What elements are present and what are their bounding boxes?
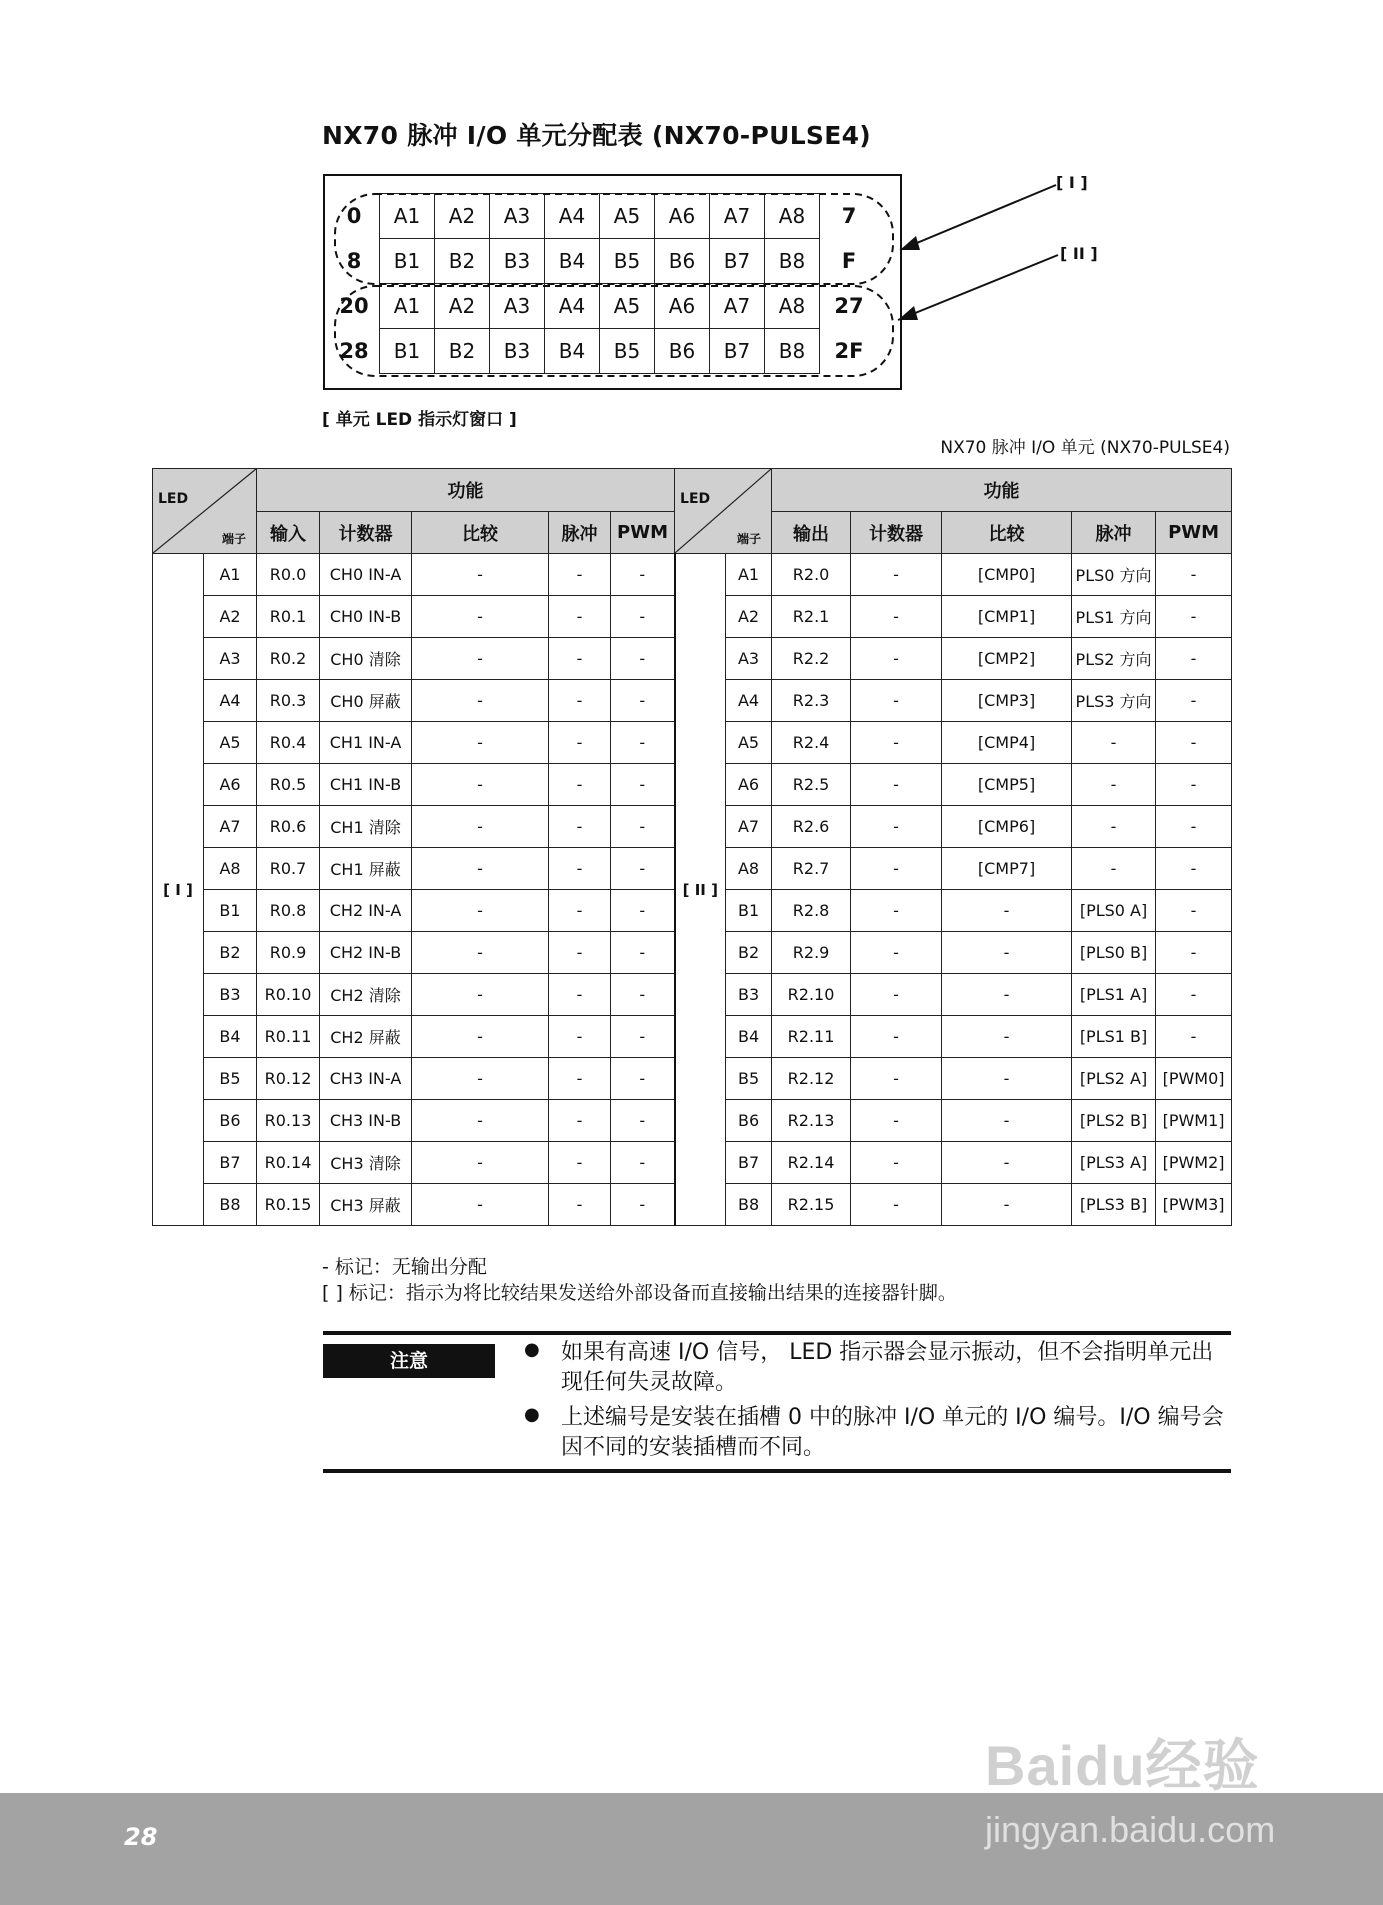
led-row-start-address: 20 bbox=[339, 294, 369, 318]
input-cell: R0.4 bbox=[257, 722, 320, 764]
counter-cell: CH1 IN-A bbox=[320, 722, 412, 764]
pulse-cell: [PLS2 A] bbox=[1072, 1058, 1156, 1100]
pulse-cell: - bbox=[549, 638, 611, 680]
led-cell: B7 bbox=[710, 239, 765, 284]
led-cell: B1 bbox=[380, 239, 435, 284]
pulse-cell: - bbox=[549, 1142, 611, 1184]
watermark-url: jingyan.baidu.com bbox=[985, 1809, 1276, 1850]
pwm-cell: - bbox=[611, 1016, 675, 1058]
compare-cell: - bbox=[942, 1100, 1072, 1142]
pwm-cell: [PWM1] bbox=[1156, 1100, 1232, 1142]
input-cell: R0.9 bbox=[257, 932, 320, 974]
output-cell: R2.4 bbox=[772, 722, 851, 764]
pwm-cell: - bbox=[611, 638, 675, 680]
led-cell: B3 bbox=[490, 329, 545, 374]
function-header-right: 功能 bbox=[772, 469, 1232, 512]
terminal-cell: B5 bbox=[726, 1058, 772, 1100]
input-cell: R0.7 bbox=[257, 848, 320, 890]
output-cell: R2.11 bbox=[772, 1016, 851, 1058]
pulse-cell: [PLS2 B] bbox=[1072, 1100, 1156, 1142]
counter-cell: - bbox=[851, 848, 942, 890]
led-cell: A4 bbox=[545, 284, 600, 329]
led-row-end-address: 2F bbox=[834, 339, 864, 363]
terminal-cell: A3 bbox=[204, 638, 257, 680]
led-cell: B5 bbox=[600, 329, 655, 374]
pwm-cell: - bbox=[1156, 1016, 1232, 1058]
led-cell: A1 bbox=[380, 284, 435, 329]
led-terminal-header-right bbox=[675, 469, 772, 554]
pulse-cell: - bbox=[549, 1184, 611, 1226]
led-cell: A2 bbox=[435, 194, 490, 239]
watermark-logo: Baidu经验 bbox=[985, 1734, 1260, 1797]
pwm-cell: - bbox=[1156, 806, 1232, 848]
col-header-pwm: PWM bbox=[611, 512, 675, 554]
led-cell: A5 bbox=[600, 284, 655, 329]
terminal-cell: A1 bbox=[204, 554, 257, 596]
counter-cell: CH2 屏蔽 bbox=[320, 1016, 412, 1058]
input-cell: R0.3 bbox=[257, 680, 320, 722]
led-row-start-address: 0 bbox=[346, 204, 362, 228]
compare-cell: [CMP2] bbox=[942, 638, 1072, 680]
led-cell: B2 bbox=[435, 329, 490, 374]
terminal-cell: B8 bbox=[204, 1184, 257, 1226]
note-item: 上述编号是安装在插槽 0 中的脉冲 I/O 单元的 I/O 编号。I/O 编号会因不同的安装插槽而不同。 bbox=[561, 1405, 1224, 1460]
pulse-cell: - bbox=[549, 764, 611, 806]
col-header-counter: 计数器 bbox=[320, 512, 412, 554]
counter-cell: - bbox=[851, 974, 942, 1016]
compare-cell: - bbox=[942, 932, 1072, 974]
note-bottom-rule bbox=[323, 1469, 1231, 1473]
led-cell: B8 bbox=[765, 239, 820, 284]
pwm-cell: [PWM3] bbox=[1156, 1184, 1232, 1226]
output-cell: R2.3 bbox=[772, 680, 851, 722]
output-cell: R2.13 bbox=[772, 1100, 851, 1142]
compare-cell: - bbox=[412, 554, 549, 596]
pwm-cell: - bbox=[1156, 638, 1232, 680]
pwm-cell: - bbox=[611, 1100, 675, 1142]
col-header-input: 输入 bbox=[257, 512, 320, 554]
allocation-table bbox=[152, 468, 1232, 1226]
terminal-cell: A2 bbox=[726, 596, 772, 638]
terminal-cell: B2 bbox=[726, 932, 772, 974]
pwm-cell: - bbox=[611, 932, 675, 974]
input-cell: R0.14 bbox=[257, 1142, 320, 1184]
led-cell: A6 bbox=[655, 284, 710, 329]
counter-cell: - bbox=[851, 1100, 942, 1142]
input-cell: R0.10 bbox=[257, 974, 320, 1016]
counter-cell: CH3 IN-A bbox=[320, 1058, 412, 1100]
compare-cell: - bbox=[412, 764, 549, 806]
led-cell: A7 bbox=[710, 194, 765, 239]
led-group-outlines bbox=[323, 174, 902, 390]
pulse-cell: - bbox=[1072, 848, 1156, 890]
led-cell: B6 bbox=[655, 239, 710, 284]
terminal-cell: B6 bbox=[204, 1100, 257, 1142]
counter-cell: CH1 清除 bbox=[320, 806, 412, 848]
pwm-cell: - bbox=[1156, 932, 1232, 974]
pwm-cell: [PWM0] bbox=[1156, 1058, 1232, 1100]
pulse-cell: - bbox=[549, 848, 611, 890]
pwm-cell: [PWM2] bbox=[1156, 1142, 1232, 1184]
output-cell: R2.5 bbox=[772, 764, 851, 806]
input-cell: R0.1 bbox=[257, 596, 320, 638]
counter-cell: CH3 清除 bbox=[320, 1142, 412, 1184]
led-cell: B3 bbox=[490, 239, 545, 284]
led-group-label-ii: [ II ] bbox=[675, 554, 726, 1226]
pulse-cell: [PLS1 A] bbox=[1072, 974, 1156, 1016]
counter-cell: - bbox=[851, 1058, 942, 1100]
led-row-end-address: 27 bbox=[834, 294, 864, 318]
led-cell: A3 bbox=[490, 194, 545, 239]
led-cell: A5 bbox=[600, 194, 655, 239]
note-item: 如果有高速 I/O 信号， LED 指示器会显示振动，但不会指明单元出现任何失灵故障。 bbox=[561, 1340, 1214, 1395]
led-cell: B4 bbox=[545, 329, 600, 374]
counter-cell: - bbox=[851, 680, 942, 722]
note-top-rule bbox=[323, 1331, 1231, 1335]
led-window bbox=[323, 174, 902, 390]
compare-cell: - bbox=[412, 638, 549, 680]
pwm-cell: - bbox=[611, 1184, 675, 1226]
counter-cell: CH0 屏蔽 bbox=[320, 680, 412, 722]
terminal-cell: B8 bbox=[726, 1184, 772, 1226]
pwm-cell: - bbox=[611, 680, 675, 722]
terminal-cell: B7 bbox=[204, 1142, 257, 1184]
led-cell: A6 bbox=[655, 194, 710, 239]
pointer-label-ii: [ II ] bbox=[1060, 244, 1098, 263]
pulse-cell: - bbox=[549, 722, 611, 764]
unit-caption: NX70 脉冲 I/O 单元 (NX70-PULSE4) bbox=[940, 438, 1230, 458]
terminal-cell: A2 bbox=[204, 596, 257, 638]
compare-cell: - bbox=[412, 890, 549, 932]
pwm-cell: - bbox=[611, 1142, 675, 1184]
input-cell: R0.8 bbox=[257, 890, 320, 932]
pulse-cell: - bbox=[549, 932, 611, 974]
led-cell: B8 bbox=[765, 329, 820, 374]
input-cell: R0.5 bbox=[257, 764, 320, 806]
input-cell: R0.11 bbox=[257, 1016, 320, 1058]
compare-cell: [CMP6] bbox=[942, 806, 1072, 848]
pulse-cell: - bbox=[549, 680, 611, 722]
col-header-counter: 计数器 bbox=[851, 512, 942, 554]
pulse-cell: - bbox=[549, 596, 611, 638]
led-row-end-address: 7 bbox=[841, 204, 857, 228]
pwm-cell: - bbox=[1156, 764, 1232, 806]
compare-cell: - bbox=[942, 890, 1072, 932]
terminal-cell: B5 bbox=[204, 1058, 257, 1100]
compare-cell: - bbox=[412, 1100, 549, 1142]
compare-cell: - bbox=[412, 1184, 549, 1226]
note-label: 注意 bbox=[323, 1344, 495, 1378]
col-header-compare: 比较 bbox=[412, 512, 549, 554]
pointer-arrows bbox=[880, 170, 1060, 330]
input-cell: R0.2 bbox=[257, 638, 320, 680]
col-header-pulse: 脉冲 bbox=[549, 512, 611, 554]
pwm-cell: - bbox=[611, 806, 675, 848]
pwm-cell: - bbox=[1156, 722, 1232, 764]
counter-cell: - bbox=[851, 1016, 942, 1058]
output-cell: R2.1 bbox=[772, 596, 851, 638]
terminal-cell: B1 bbox=[204, 890, 257, 932]
pwm-cell: - bbox=[611, 1058, 675, 1100]
counter-cell: - bbox=[851, 554, 942, 596]
pwm-cell: - bbox=[611, 974, 675, 1016]
counter-cell: - bbox=[851, 932, 942, 974]
led-row-start-address: 8 bbox=[346, 249, 362, 273]
terminal-cell: A7 bbox=[726, 806, 772, 848]
pulse-cell: - bbox=[1072, 806, 1156, 848]
pwm-cell: - bbox=[611, 848, 675, 890]
led-window-caption: [ 单元 LED 指示灯窗口 ] bbox=[322, 410, 517, 430]
pwm-cell: - bbox=[611, 764, 675, 806]
pulse-cell: - bbox=[549, 554, 611, 596]
table-row bbox=[153, 554, 1232, 596]
pwm-cell: - bbox=[611, 722, 675, 764]
col-header-pwm: PWM bbox=[1156, 512, 1232, 554]
pulse-cell: PLS2 方向 bbox=[1072, 638, 1156, 680]
output-cell: R2.8 bbox=[772, 890, 851, 932]
led-cell: B7 bbox=[710, 329, 765, 374]
terminal-cell: A6 bbox=[726, 764, 772, 806]
pwm-cell: - bbox=[1156, 890, 1232, 932]
compare-cell: - bbox=[942, 974, 1072, 1016]
pwm-cell: - bbox=[1156, 680, 1232, 722]
compare-cell: - bbox=[412, 1142, 549, 1184]
led-cell: B2 bbox=[435, 239, 490, 284]
counter-cell: - bbox=[851, 764, 942, 806]
pwm-cell: - bbox=[1156, 974, 1232, 1016]
terminal-cell: B2 bbox=[204, 932, 257, 974]
pulse-cell: [PLS3 B] bbox=[1072, 1184, 1156, 1226]
terminal-cell: B3 bbox=[204, 974, 257, 1016]
bullet-icon: ● bbox=[524, 1404, 540, 1425]
counter-cell: CH0 清除 bbox=[320, 638, 412, 680]
led-cell: A3 bbox=[490, 284, 545, 329]
function-header-left: 功能 bbox=[257, 469, 675, 512]
terminal-cell: B6 bbox=[726, 1100, 772, 1142]
counter-cell: - bbox=[851, 1184, 942, 1226]
led-cell: B4 bbox=[545, 239, 600, 284]
pulse-cell: [PLS1 B] bbox=[1072, 1016, 1156, 1058]
compare-cell: [CMP4] bbox=[942, 722, 1072, 764]
led-header: LED bbox=[158, 491, 189, 507]
led-cell: B1 bbox=[380, 329, 435, 374]
col-header-output: 输出 bbox=[772, 512, 851, 554]
input-cell: R0.0 bbox=[257, 554, 320, 596]
input-cell: R0.6 bbox=[257, 806, 320, 848]
compare-cell: [CMP1] bbox=[942, 596, 1072, 638]
compare-cell: [CMP3] bbox=[942, 680, 1072, 722]
led-cell: A7 bbox=[710, 284, 765, 329]
output-cell: R2.15 bbox=[772, 1184, 851, 1226]
pulse-cell: [PLS3 A] bbox=[1072, 1142, 1156, 1184]
col-header-compare: 比较 bbox=[942, 512, 1072, 554]
counter-cell: - bbox=[851, 638, 942, 680]
input-cell: R0.12 bbox=[257, 1058, 320, 1100]
output-cell: R2.12 bbox=[772, 1058, 851, 1100]
counter-cell: CH2 清除 bbox=[320, 974, 412, 1016]
led-cell: B5 bbox=[600, 239, 655, 284]
compare-cell: - bbox=[412, 848, 549, 890]
pulse-cell: [PLS0 B] bbox=[1072, 932, 1156, 974]
terminal-header: 端子 bbox=[221, 532, 246, 546]
pulse-cell: - bbox=[1072, 764, 1156, 806]
terminal-cell: A7 bbox=[204, 806, 257, 848]
led-cell: A8 bbox=[765, 194, 820, 239]
input-cell: R0.15 bbox=[257, 1184, 320, 1226]
compare-cell: - bbox=[412, 680, 549, 722]
compare-cell: - bbox=[412, 1016, 549, 1058]
compare-cell: - bbox=[942, 1058, 1072, 1100]
terminal-cell: B3 bbox=[726, 974, 772, 1016]
pwm-cell: - bbox=[1156, 596, 1232, 638]
terminal-cell: A8 bbox=[204, 848, 257, 890]
pwm-cell: - bbox=[1156, 554, 1232, 596]
page-title: NX70 脉冲 I/O 单元分配表 (NX70-PULSE4) bbox=[322, 121, 872, 150]
output-cell: R2.2 bbox=[772, 638, 851, 680]
pulse-cell: PLS1 方向 bbox=[1072, 596, 1156, 638]
counter-cell: CH2 IN-A bbox=[320, 890, 412, 932]
pwm-cell: - bbox=[611, 554, 675, 596]
pulse-cell: - bbox=[549, 806, 611, 848]
terminal-cell: A5 bbox=[726, 722, 772, 764]
counter-cell: CH1 IN-B bbox=[320, 764, 412, 806]
terminal-cell: A8 bbox=[726, 848, 772, 890]
led-cell: A2 bbox=[435, 284, 490, 329]
compare-cell: - bbox=[942, 1142, 1072, 1184]
pulse-cell: PLS0 方向 bbox=[1072, 554, 1156, 596]
terminal-cell: A6 bbox=[204, 764, 257, 806]
page-number: 28 bbox=[124, 1823, 158, 1851]
col-header-pulse: 脉冲 bbox=[1072, 512, 1156, 554]
counter-cell: CH3 屏蔽 bbox=[320, 1184, 412, 1226]
pulse-cell: - bbox=[549, 974, 611, 1016]
counter-cell: - bbox=[851, 722, 942, 764]
pwm-cell: - bbox=[611, 890, 675, 932]
output-cell: R2.6 bbox=[772, 806, 851, 848]
led-row-start-address: 28 bbox=[339, 339, 369, 363]
counter-cell: CH0 IN-A bbox=[320, 554, 412, 596]
terminal-cell: A4 bbox=[204, 680, 257, 722]
counter-cell: CH1 屏蔽 bbox=[320, 848, 412, 890]
compare-cell: [CMP5] bbox=[942, 764, 1072, 806]
terminal-cell: B4 bbox=[726, 1016, 772, 1058]
counter-cell: - bbox=[851, 890, 942, 932]
compare-cell: - bbox=[412, 932, 549, 974]
terminal-cell: A3 bbox=[726, 638, 772, 680]
compare-cell: [CMP7] bbox=[942, 848, 1072, 890]
counter-cell: CH3 IN-B bbox=[320, 1100, 412, 1142]
counter-cell: - bbox=[851, 596, 942, 638]
pulse-cell: [PLS0 A] bbox=[1072, 890, 1156, 932]
pointer-label-i: [ I ] bbox=[1056, 173, 1088, 192]
counter-cell: CH2 IN-B bbox=[320, 932, 412, 974]
pulse-cell: - bbox=[549, 890, 611, 932]
terminal-cell: B1 bbox=[726, 890, 772, 932]
pulse-cell: - bbox=[549, 1016, 611, 1058]
output-cell: R2.10 bbox=[772, 974, 851, 1016]
output-cell: R2.0 bbox=[772, 554, 851, 596]
pulse-cell: - bbox=[1072, 722, 1156, 764]
terminal-cell: A5 bbox=[204, 722, 257, 764]
pulse-cell: - bbox=[549, 1100, 611, 1142]
terminal-cell: A1 bbox=[726, 554, 772, 596]
led-header: LED bbox=[680, 491, 711, 507]
output-cell: R2.14 bbox=[772, 1142, 851, 1184]
led-cell: A1 bbox=[380, 194, 435, 239]
compare-cell: - bbox=[412, 722, 549, 764]
pwm-cell: - bbox=[1156, 848, 1232, 890]
compare-cell: - bbox=[412, 974, 549, 1016]
pulse-cell: PLS3 方向 bbox=[1072, 680, 1156, 722]
compare-cell: - bbox=[942, 1184, 1072, 1226]
led-row-end-address: F bbox=[841, 249, 857, 273]
led-terminal-header-left bbox=[153, 469, 257, 554]
led-group-label-i: [ I ] bbox=[153, 554, 204, 1226]
compare-cell: [CMP0] bbox=[942, 554, 1072, 596]
terminal-cell: B4 bbox=[204, 1016, 257, 1058]
output-cell: R2.7 bbox=[772, 848, 851, 890]
output-cell: R2.9 bbox=[772, 932, 851, 974]
terminal-header: 端子 bbox=[737, 532, 762, 546]
footnote-bracket: [ ] 标记：指示为将比较结果发送给外部设备而直接输出结果的连接器针脚。 bbox=[322, 1282, 957, 1304]
counter-cell: - bbox=[851, 1142, 942, 1184]
pwm-cell: - bbox=[611, 596, 675, 638]
terminal-cell: B7 bbox=[726, 1142, 772, 1184]
counter-cell: - bbox=[851, 806, 942, 848]
led-cell: B6 bbox=[655, 329, 710, 374]
footnote-dash: - 标记：无输出分配 bbox=[322, 1256, 487, 1278]
terminal-cell: A4 bbox=[726, 680, 772, 722]
led-cell: A8 bbox=[765, 284, 820, 329]
compare-cell: - bbox=[412, 1058, 549, 1100]
compare-cell: - bbox=[412, 806, 549, 848]
counter-cell: CH0 IN-B bbox=[320, 596, 412, 638]
input-cell: R0.13 bbox=[257, 1100, 320, 1142]
compare-cell: - bbox=[942, 1016, 1072, 1058]
bullet-icon: ● bbox=[524, 1339, 540, 1360]
pulse-cell: - bbox=[549, 1058, 611, 1100]
compare-cell: - bbox=[412, 596, 549, 638]
led-cell: A4 bbox=[545, 194, 600, 239]
